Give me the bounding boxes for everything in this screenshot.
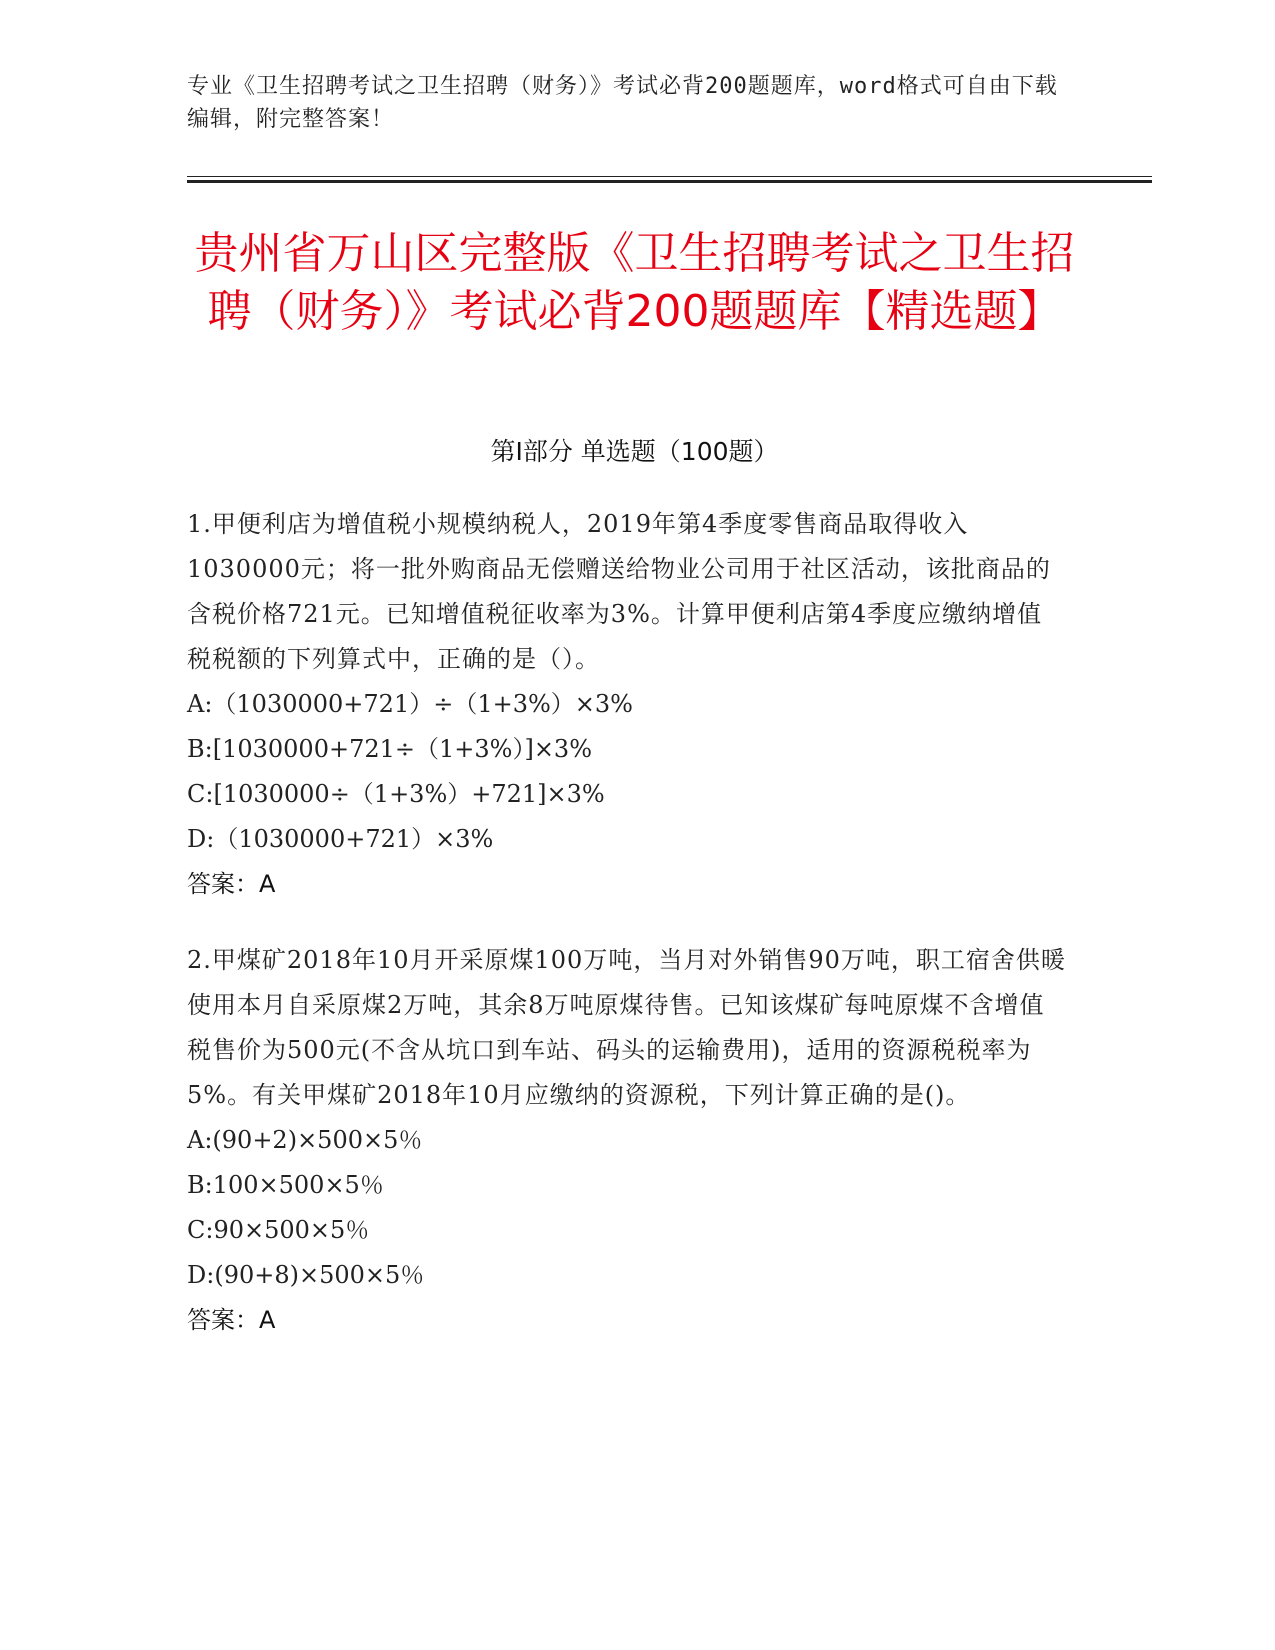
option-d: D:(90+8)×500×5％: [187, 1261, 425, 1289]
option-a: A:(90+2)×500×5％: [187, 1126, 423, 1154]
question-stem: 2.甲煤矿2018年10月开采原煤100万吨，当月对外销售90万吨，职工宿舍供暖使用本月自采原煤2万吨，其余8万吨原煤待售。已知该煤矿每吨原煤不含增值税售价为500元(不含从坑口到车站、码头的运输费用)，适用的资源税税率为5%。有关甲煤矿2018年10月应缴纳的资源税，下列计算正确的是()。: [187, 946, 1066, 1109]
option-a: A:（1030000+721）÷（1+3%）×3%: [187, 690, 633, 718]
section-heading: 第I部分 单选题（100题）: [490, 437, 779, 466]
question-1: [187, 502, 1067, 907]
answer-line: 答案：A: [187, 1306, 276, 1334]
answer-line: 答案：A: [187, 870, 276, 898]
header-divider-thin: [187, 176, 1152, 177]
header-note: 专业《卫生招聘考试之卫生招聘（财务）》考试必背200题题库，word格式可自由下载编辑，附完整答案！: [187, 74, 1058, 132]
option-c: C:90×500×5％: [187, 1216, 370, 1244]
document-title: 贵州省万山区完整版《卫生招聘考试之卫生招聘（财务）》考试必背200题题库【精选题】: [194, 228, 1075, 337]
option-c: C:[1030000÷（1+3%）+721]×3%: [187, 780, 605, 808]
question-2: [187, 938, 1067, 1343]
header-divider-thick: [187, 180, 1152, 183]
option-d: D:（1030000+721）×3%: [187, 825, 494, 853]
option-b: B:100×500×5％: [187, 1171, 384, 1199]
option-b: B:[1030000+721÷（1+3%）]×3%: [187, 735, 592, 763]
question-stem: 1.甲便利店为增值税小规模纳税人，2019年第4季度零售商品取得收入1030000元；将一批外购商品无偿赠送给物业公司用于社区活动，该批商品的含税价格721元。已知增值税征收率为3%。计算甲便利店第4季度应缴纳增值税税额的下列算式中，正确的是（）。: [187, 510, 1051, 673]
